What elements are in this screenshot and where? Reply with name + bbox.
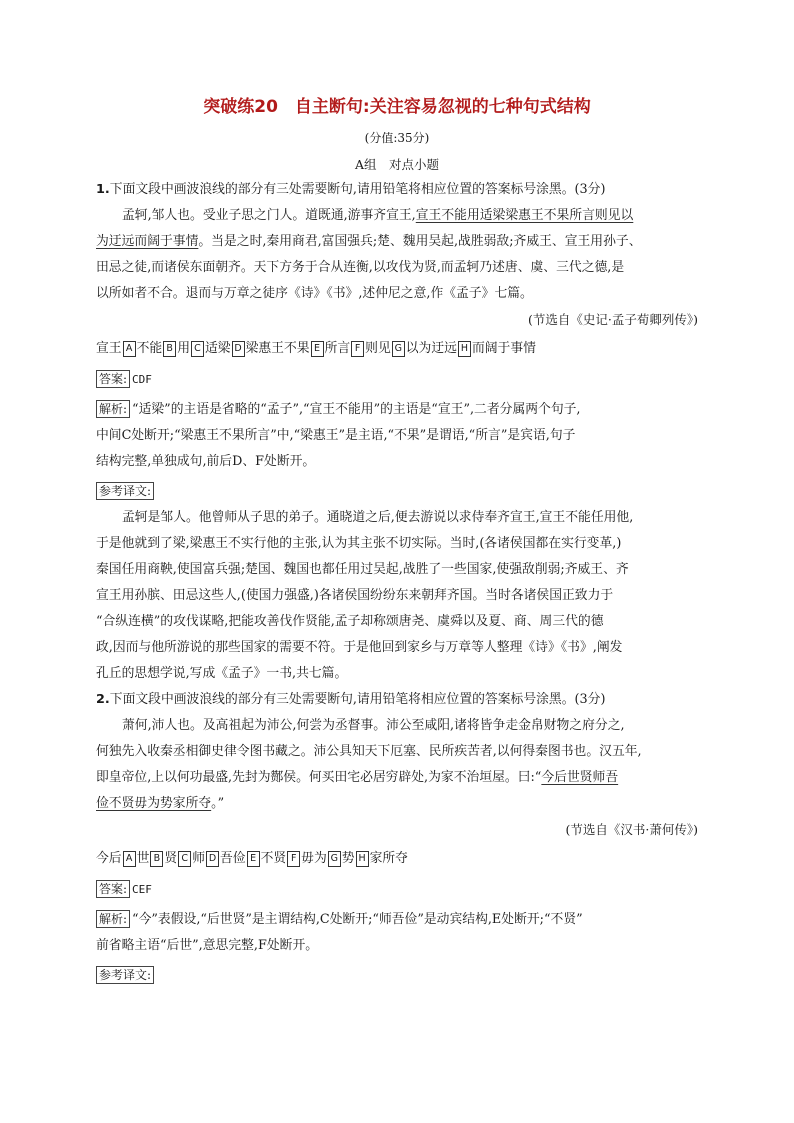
- passage-line: [96, 791, 698, 817]
- explanation-text: “今”表假设,“后世贤”是主谓结构,C处断开;“师吾俭”是动宾结构,E处断开;“不贤”: [132, 912, 583, 927]
- option-box-F[interactable]: F: [287, 851, 300, 867]
- option-text: 以为迂远: [405, 341, 457, 356]
- page-title: 突破练20 自主断句:关注容易忽视的七种句式结构: [203, 97, 591, 117]
- option-text: 而阔于事情: [471, 341, 536, 356]
- option-text: 家所夺: [369, 851, 408, 866]
- option-text: 则见: [365, 341, 391, 356]
- option-box-C[interactable]: C: [178, 851, 191, 867]
- question-2-stem: [96, 687, 698, 713]
- group-heading: A组 对点小题: [354, 157, 440, 172]
- answer-value: CEF: [132, 883, 152, 896]
- wavy-underlined-text: 为迂远而阔于事情: [96, 234, 199, 249]
- passage-text: 孟轲,邹人也。受业子思之门人。道既通,游事齐宣王,: [122, 208, 416, 223]
- score-note: (分值:35分): [364, 131, 430, 145]
- option-text: 势: [341, 851, 355, 866]
- question-stem-text: 下面文段中画波浪线的部分有三处需要断句,请用铅笔将相应位置的答案标号涂黑。(3分): [109, 182, 606, 197]
- explanation-line: [96, 397, 698, 423]
- explanation-label: 解析:: [96, 910, 130, 928]
- translation-heading: [96, 963, 698, 989]
- passage-source: (节选自《史记·孟子荀卿列传》): [528, 312, 698, 327]
- wavy-underlined-text: 今后世贤师吾: [541, 770, 619, 785]
- translation-line: 孔丘的思想学说,写成《孟子》一书,共七篇。: [96, 666, 348, 681]
- passage-text: 。当是之时,秦用商君,富国强兵;楚、魏用吴起,战胜弱敌;齐威王、宣王用孙子、: [198, 234, 642, 249]
- translation-line: 政,因而与他所游说的那些国家的需要不符。于是他回到家乡与万章等人整理《诗》《书》,阐发: [96, 640, 623, 655]
- wavy-underlined-text: 俭不贤毋为势家所夺: [96, 796, 212, 811]
- option-text: 用: [177, 341, 190, 356]
- translation-label: 参考译文:: [96, 482, 154, 500]
- passage-line: 以所如者不合。退而与万章之徒序《诗》《书》,述仲尼之意,作《孟子》七篇。: [96, 286, 533, 301]
- option-box-H[interactable]: H: [356, 851, 369, 867]
- option-box-D[interactable]: D: [232, 341, 245, 357]
- option-text: 不贤: [260, 851, 287, 866]
- passage-line: [96, 229, 698, 255]
- question-1-stem: [96, 177, 698, 203]
- option-box-H[interactable]: H: [458, 341, 471, 357]
- passage-line: [96, 203, 698, 229]
- option-box-F[interactable]: F: [351, 341, 364, 357]
- wavy-underlined-text: 宣王不能用适梁梁惠王不果所言则见以: [415, 208, 634, 223]
- option-box-G[interactable]: G: [328, 851, 341, 867]
- option-text: 贤: [164, 851, 178, 866]
- option-text: 师: [192, 851, 205, 866]
- passage-text: 即皇帝位,上以何功最盛,先封为酂侯。何买田宅必居穷辟处,为家不治垣屋。曰:“: [96, 770, 542, 785]
- option-box-E[interactable]: E: [247, 851, 260, 867]
- answer-line: [96, 877, 698, 903]
- option-box-G[interactable]: G: [392, 341, 405, 357]
- translation-line: “合纵连横”的攻伐谋略,把能攻善伐作贤能,孟子却称颂唐尧、虞舜以及夏、商、周三代的德: [96, 614, 604, 629]
- question-2: [96, 687, 698, 989]
- answer-options: [96, 335, 698, 363]
- option-box-E[interactable]: E: [311, 341, 324, 357]
- option-text: 世: [136, 851, 150, 866]
- question-stem-text: 下面文段中画波浪线的部分有三处需要断句,请用铅笔将相应位置的答案标号涂黑。(3分): [109, 692, 606, 707]
- explanation-line: 前省略主语“后世”,意思完整,F处断开。: [96, 938, 319, 953]
- explanation-line: 中间C处断开;“梁惠王不果所言”中,“梁惠王”是主语,“不果”是谓语,“所言”是宾语,句子: [96, 428, 576, 443]
- page: [96, 92, 698, 989]
- option-text: 不能: [136, 341, 163, 356]
- explanation-text: “适梁”的主语是省略的“孟子”,“宣王不能用”的主语是“宣王”,二者分属两个句子,: [132, 402, 581, 417]
- passage-source: (节选自《汉书·萧何传》): [565, 822, 698, 837]
- option-box-C[interactable]: C: [191, 341, 204, 357]
- option-text: 适梁: [204, 341, 231, 356]
- question-1: [96, 177, 698, 687]
- option-text: 宣王: [96, 341, 122, 356]
- translation-line: 秦国任用商鞅,使国富兵强;楚国、魏国也都任用过吴起,战胜了一些国家,使强敌削弱;齐威王、齐: [96, 562, 629, 577]
- option-text: 吾俭: [219, 851, 246, 866]
- passage-line: 何独先入收秦丞相御史律令图书藏之。沛公具知天下厄塞、民所疾苦者,以何得秦图书也。汉五年,: [96, 744, 642, 759]
- translation-label: 参考译文:: [96, 966, 154, 984]
- answer-options: [96, 845, 698, 873]
- explanation-line: [96, 907, 698, 933]
- option-box-B[interactable]: B: [163, 341, 176, 357]
- answer-label: 答案:: [96, 370, 130, 388]
- option-box-B[interactable]: B: [150, 851, 163, 867]
- translation-line: 于是他就到了梁,梁惠王不实行他的主张,认为其主张不切实际。当时,(各诸侯国都在实行变革,): [96, 536, 622, 551]
- passage-text: 。”: [211, 796, 225, 811]
- question-number: 2.: [96, 692, 110, 707]
- translation-line: 宣王用孙膑、田忌这些人,(使国力强盛,)各诸侯国纷纷东来朝拜齐国。当时各诸侯国正致力于: [96, 588, 614, 603]
- passage-line: 萧何,沛人也。及高祖起为沛公,何尝为丞督事。沛公至咸阳,诸将皆争走金帛财物之府分之,: [122, 718, 625, 733]
- answer-value: CDF: [132, 373, 152, 386]
- explanation-line: 结构完整,单独成句,前后D、F处断开。: [96, 454, 316, 469]
- explanation-label: 解析:: [96, 400, 130, 418]
- answer-line: [96, 367, 698, 393]
- option-box-D[interactable]: D: [206, 851, 219, 867]
- passage-line: 田忌之徒,而诸侯东面朝齐。天下方务于合从连衡,以攻伐为贤,而孟轲乃述唐、虞、三代之德,是: [96, 260, 625, 275]
- answer-label: 答案:: [96, 880, 130, 898]
- question-number: 1.: [96, 182, 110, 197]
- translation-line: 孟轲是邹人。他曾师从子思的弟子。通晓道之后,便去游说以求侍奉齐宣王,宣王不能任用他,: [122, 510, 634, 525]
- passage-line: [96, 765, 698, 791]
- option-box-A[interactable]: A: [123, 341, 136, 357]
- option-box-A[interactable]: A: [123, 851, 136, 867]
- option-text: 今后: [96, 851, 122, 866]
- option-text: 毋为: [301, 851, 327, 866]
- option-text: 梁惠王不果: [245, 341, 310, 356]
- option-text: 所言: [324, 341, 351, 356]
- translation-heading: [96, 479, 698, 505]
